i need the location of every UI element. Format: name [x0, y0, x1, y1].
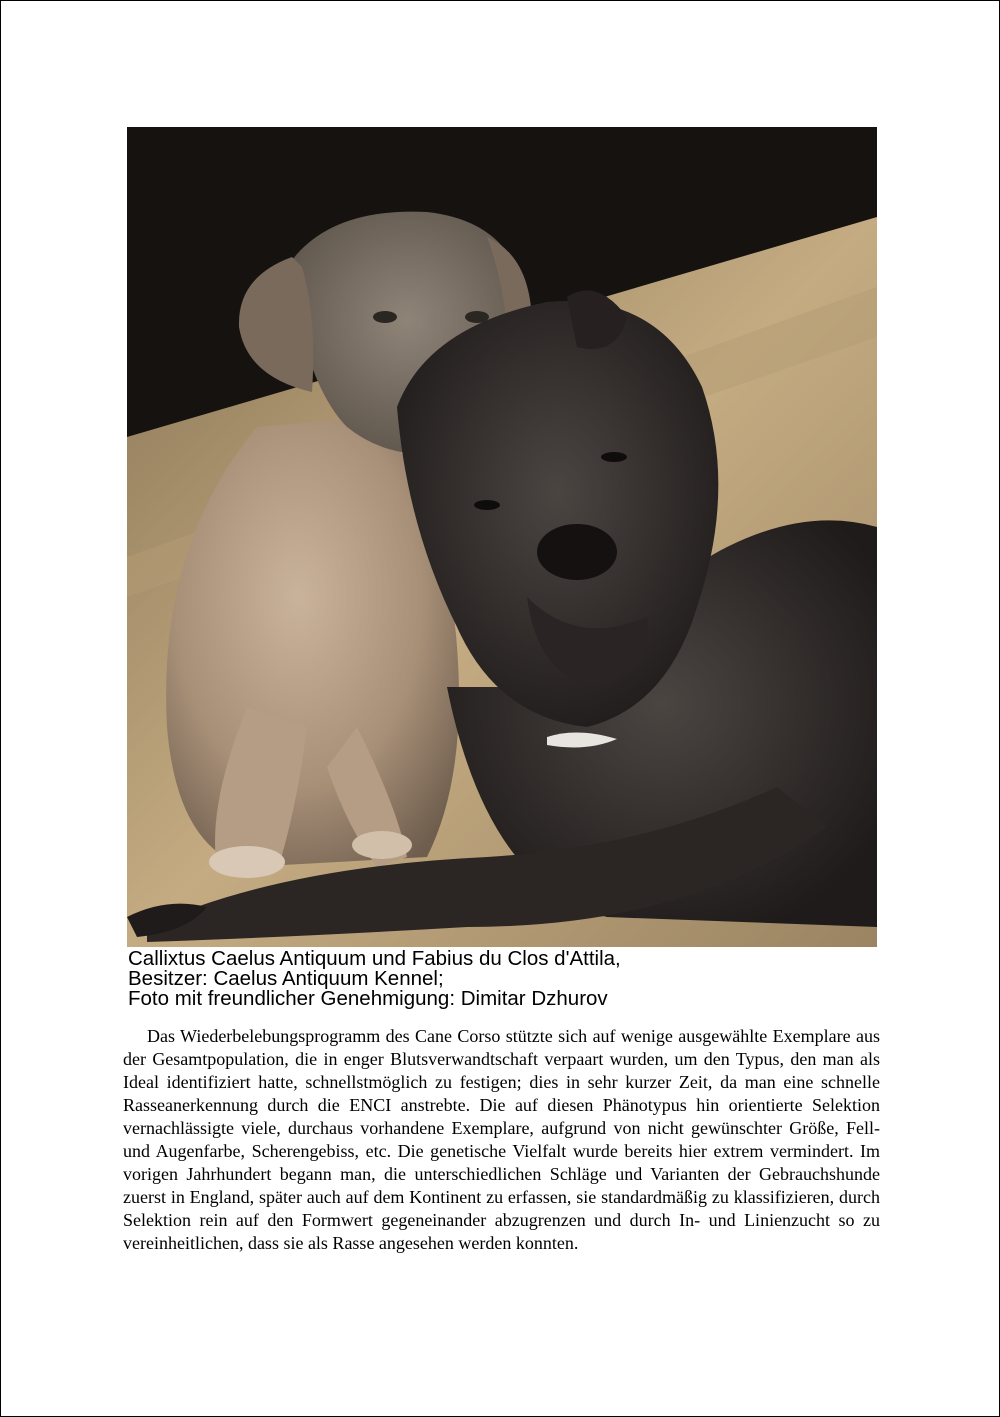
puppy-paw	[352, 831, 412, 859]
caption-line-photo-credit: Foto mit freundlicher Genehmigung: Dimitar Dzhurov	[128, 987, 608, 1010]
two-dogs-illustration	[127, 127, 877, 947]
puppy-paw	[209, 846, 285, 878]
body-paragraph: Das Wiederbelebungsprogramm des Cane Corso stützte sich auf wenige ausgewählte Exemplare aus der Gesamtpopulation, die in enger Blutsverwandtschaft verpaart wurden, um den Typus, den man als Ideal identifiziert hatte, schnellstmöglich zu festigen; dies in sehr kurzer Zeit, da man eine schnelle Rasseanerkennung durch die ENCI anstrebte. Die auf diesen Phänotypus hin orientierte Selektion vernachlässigte viele, durchaus vorhandene Exemplare, aufgrund von nicht gewünschter Größe, Fell- und Augenfarbe, Scherengebiss, etc. Die genetische Vielfalt wurde bereits hier extrem vermindert. Im vorigen Jahrhundert begann man, die unterschiedlichen Schläge und Varianten der Gebrauchshunde zuerst in England, später auch auf dem Kontinent zu erfassen, sie standardmäßig zu klassifizieren, durch Selektion rein auf den Formwert gegeneinander abzugrenzen und durch In- und Linienzucht so zu vereinheitlichen, dass sie als Rasse angesehen werden konnten.	[123, 1026, 880, 1253]
caption-line-owner: Besitzer: Caelus Antiquum Kennel;	[128, 967, 444, 990]
photo-caption	[128, 949, 888, 1009]
caption-line-dog-names: Callixtus Caelus Antiquum und Fabius du Clos d'Attila,	[128, 947, 621, 970]
dogs-photo	[127, 127, 877, 947]
